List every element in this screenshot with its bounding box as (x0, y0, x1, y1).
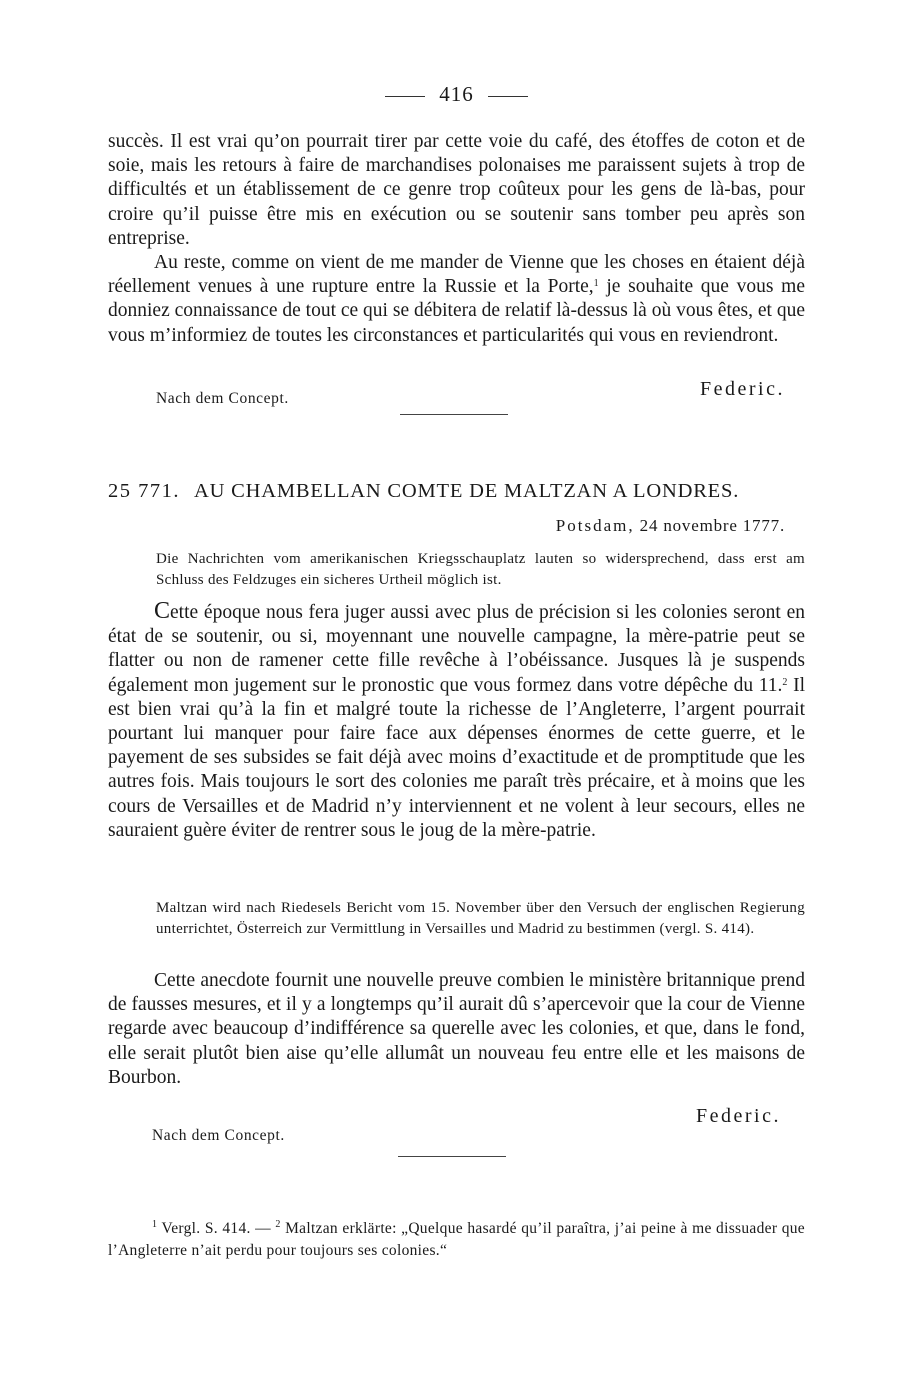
editor-note (156, 898, 805, 940)
letter-body-continued (108, 969, 805, 1090)
editor-note-text: Maltzan wird nach Riedesels Bericht vom 15. November über den Versuch der englischen Regierung unterrichtet, Österreich zur Vermittlung in Versailles und Madrid zu bestimmen (vergl. S. 414). (156, 900, 805, 937)
previous-letter-paragraph-2-cont: je souhaite que vous me donniez connaissance de tout ce qui se débitera de relatif là-dessus là où vous êtes, et que vous m’informiez de toutes les circonstances et particularités qui vous en reviendront. (108, 276, 805, 346)
letter-heading (108, 480, 805, 503)
letter-dropcap: C (154, 598, 171, 624)
letter-place-date (556, 516, 785, 536)
previous-letter-paragraph-2-text: Au reste, comme on vient de me mander de Vienne que les choses en étaient déjà réellement venues à une rupture entre la Russie et la Porte, (108, 252, 805, 298)
previous-letter-end (108, 130, 805, 348)
previous-letter-closing (108, 378, 805, 408)
footnotes-text (108, 1218, 805, 1262)
letter-date: 24 novembre 1777. (639, 516, 785, 535)
footnote-1-text: Vergl. S. 414. — (157, 1220, 276, 1237)
page-number-rule-left (385, 96, 425, 97)
letter-source-note: Nach dem Concept. (152, 1127, 285, 1144)
previous-letter-source-note: Nach dem Concept. (156, 390, 289, 407)
footnote-mark-1: 1 (593, 278, 599, 290)
letter-title: AU CHAMBELLAN COMTE DE MALTZAN A LONDRES. (194, 480, 740, 502)
section-divider-1 (400, 414, 508, 415)
footnote-2-mark: 2 (275, 1219, 281, 1230)
letter-paragraph-1b: Il est bien vrai qu’à la fin et malgré toute la richesse de l’Angleterre, l’argent pourrait pourtant lui manquer pour faire face aux dépenses énormes de cette guerre, et le payement de ses subsides se fait déjà avec moins d’exactitude et de promptitude que les autres fois. Mais toujours le sort des colonies me paraît très précaire, et à moins que les cours de Versailles et de Madrid n’y interviennent et ne volent à leur secours, elles ne sauraient guère éviter de rentrer sous le joug de la mère-patrie. (108, 674, 805, 841)
letter-body (108, 599, 805, 843)
letter-signature: Federic. (696, 1105, 781, 1127)
letter-paragraph-1 (108, 599, 805, 843)
footnote-mark-2: 2 (782, 676, 788, 688)
previous-letter-paragraph-2 (108, 251, 805, 348)
letter-place: Potsdam, (555, 516, 635, 535)
page-number-rule-right (488, 96, 528, 97)
page-number (108, 82, 805, 107)
letter-closing (108, 1105, 805, 1145)
section-divider-2 (398, 1156, 506, 1157)
footnotes (108, 1218, 805, 1262)
letter-paragraph-1a: ette époque nous fera juger aussi avec plus de précision si les colonies seront en état de se soutenir, ou si, moyennant une nouvelle campagne, la mère-patrie peut se flatter ou non de ramener cette fille revêche à l’obéissance. Jusques là je suspends également mon jugement sur le pronostic que vous formez dans votre dépêche du 11. (108, 602, 805, 696)
letter-paragraph-2: Cette anecdote fournit une nouvelle preuve combien le ministère britannique prend de fausses mesures, et il y a longtemps qu’il aurait dû s’apercevoir que la cour de Vienne regarde avec beaucoup d’indifférence sa querelle avec les colonies, et que, dans le fond, elle serait plutôt bien aise qu’elle allumât un nouveau feu entre elle et les maisons de Bourbon. (108, 970, 805, 1088)
letter-summary (156, 549, 805, 591)
previous-letter-signature: Federic. (700, 378, 785, 400)
previous-letter-paragraph-1: succès. Il est vrai qu’on pourrait tirer par cette voie du café, des étoffes de coton et de soie, mais les retours à faire de marchandises polonaises me paraissent sujets à trop de difficultés et un établissement de ce genre trop coûteux pour les gens de là-bas, pour croire qu’il puisse être mis en exécution ou se soutenir sans tomber peu après son entreprise. (108, 131, 805, 249)
page-number-text: 416 (439, 82, 474, 106)
letter-number: 25 771. (108, 480, 180, 502)
footnote-1-mark: 1 (152, 1219, 158, 1230)
letter-summary-text: Die Nachrichten vom amerikanischen Kriegsschauplatz lauten so widersprechend, dass erst am Schluss des Feldzuges ein sicheres Urtheil möglich ist. (156, 551, 805, 588)
footnote-2-text: Maltzan erklärte: „Quelque hasardé qu’il paraîtra, j’ai peine à me dissuader que l’Angleterre n’ait perdu pour toujours ses colonies.“ (108, 1220, 805, 1259)
